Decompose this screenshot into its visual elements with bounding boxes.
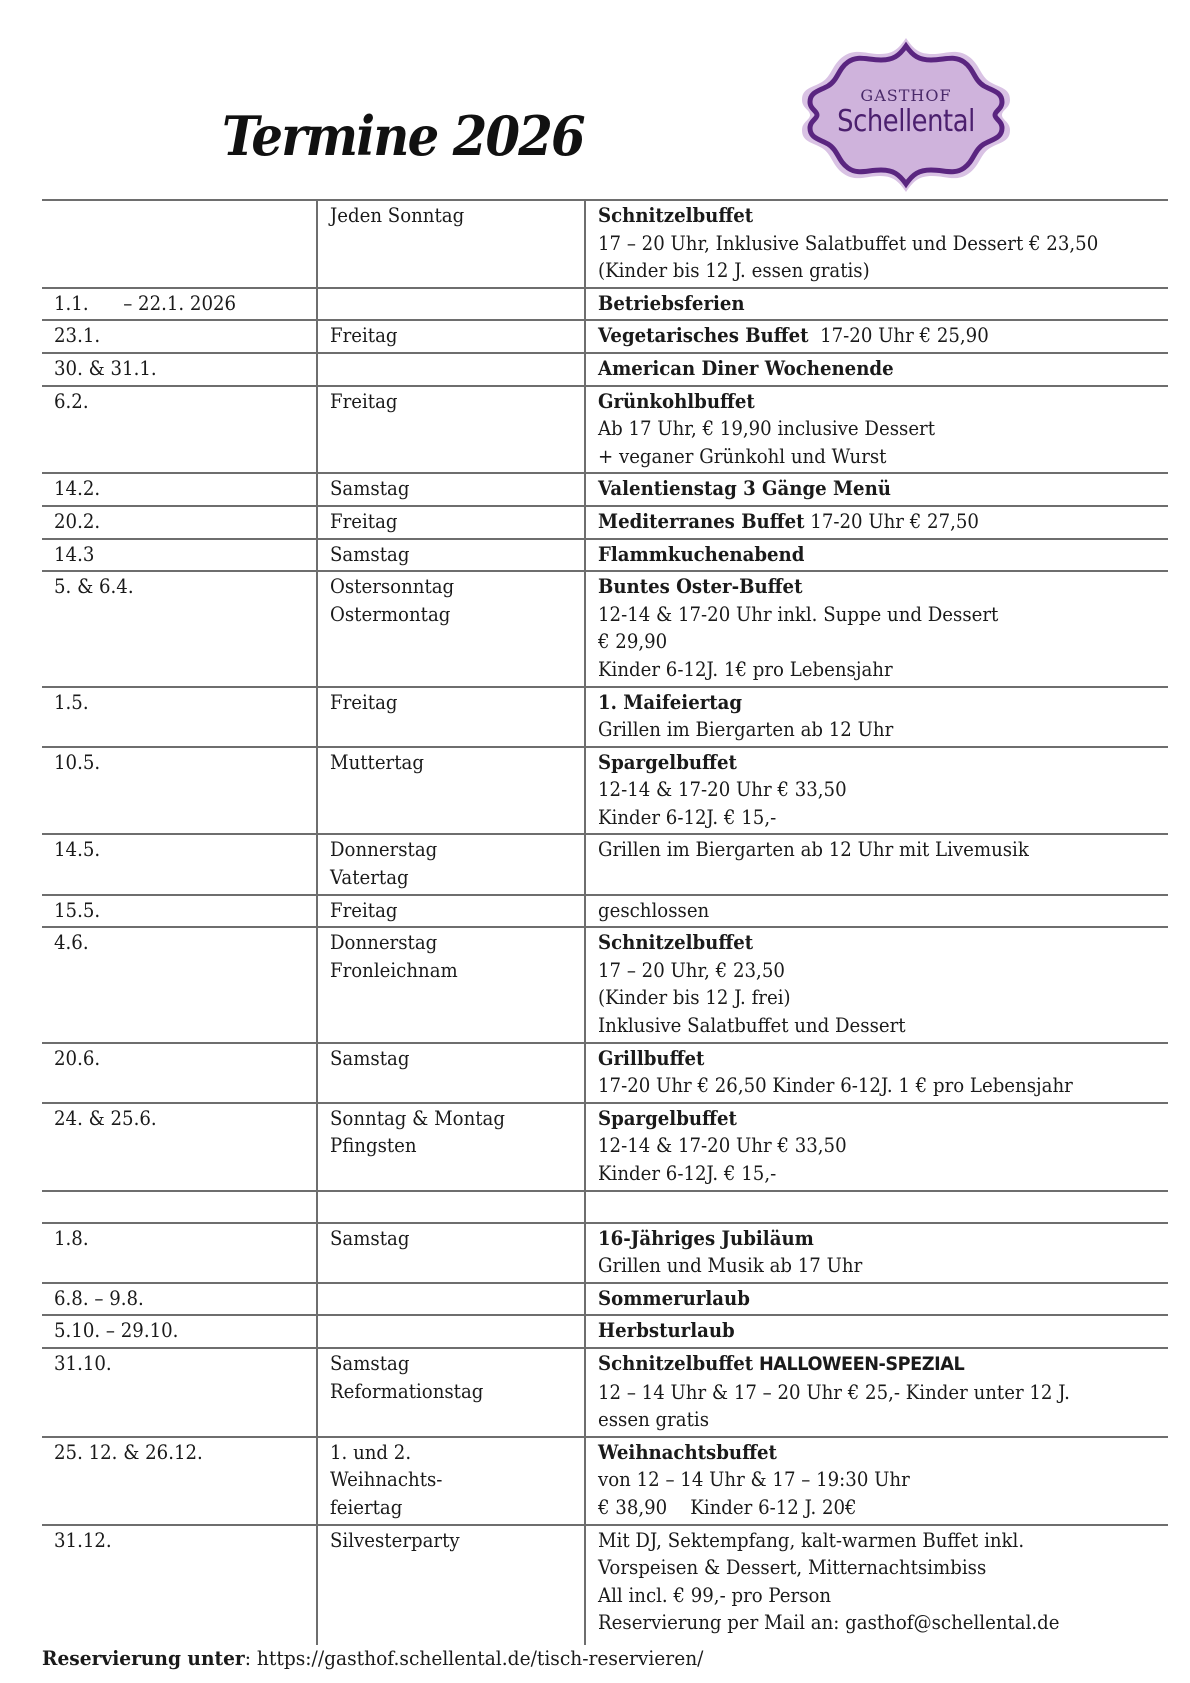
event-day-cell [317, 895, 585, 928]
event-description-line [598, 1379, 1119, 1407]
event-date-cell [42, 1191, 317, 1223]
event-day: Ostersonntag [330, 575, 455, 599]
event-description-line [598, 1160, 1119, 1188]
event-date-cell [42, 1348, 317, 1437]
event-description-line [598, 1439, 1119, 1467]
events-table-body [42, 200, 1168, 1645]
event-row [42, 1525, 1168, 1645]
event-row [42, 747, 1168, 835]
event-day: Freitag [330, 509, 398, 533]
event-day-cell [317, 1191, 585, 1223]
event-detail: 17 – 20 Uhr, € 23,50 [598, 958, 785, 982]
event-day: feiertag [330, 1495, 403, 1519]
event-row [42, 834, 1168, 894]
event-row [42, 571, 1168, 686]
event-title: Grillbuffet [598, 1046, 705, 1070]
event-detail: 17-20 Uhr € 27,50 [804, 509, 979, 533]
event-description-line [598, 1582, 1119, 1610]
event-description-line [598, 388, 1119, 416]
event-description-cell [585, 200, 1168, 288]
event-date: 20.6. [54, 1046, 101, 1070]
event-description-line [598, 1225, 1119, 1253]
event-description-line [598, 508, 1119, 536]
event-detail: geschlossen [598, 898, 710, 922]
event-title: Flammkuchenabend [598, 542, 805, 566]
event-day-cell [317, 1103, 585, 1191]
event-detail: Kinder 6-12J. € 15,- [598, 805, 777, 829]
event-detail: 17-20 Uhr € 25,90 [808, 324, 989, 348]
event-description-cell [585, 288, 1168, 321]
event-row [42, 687, 1168, 747]
event-description-line [598, 776, 1119, 804]
event-day: Samstag [330, 477, 410, 501]
event-day-cell [317, 1315, 585, 1348]
event-date-cell [42, 571, 317, 686]
event-detail: 12-14 & 17-20 Uhr € 33,50 [598, 778, 847, 802]
event-title: Betriebsferien [598, 291, 745, 315]
event-description-line [598, 355, 1119, 383]
event-date-cell [42, 1103, 317, 1191]
event-date-cell [42, 1525, 317, 1645]
event-date: 10.5. [54, 750, 101, 774]
event-day-cell [317, 834, 585, 894]
event-row [42, 473, 1168, 506]
event-description-line [598, 836, 1119, 864]
event-row [42, 288, 1168, 321]
event-date: 14.5. [54, 838, 101, 862]
event-date: 6.8. – 9.8. [54, 1286, 144, 1310]
event-date-cell [42, 1315, 317, 1348]
event-description-cell [585, 1283, 1168, 1316]
event-date: 20.2. [54, 509, 101, 533]
event-description-line [598, 957, 1119, 985]
event-description-cell [585, 320, 1168, 353]
event-day: Freitag [330, 898, 398, 922]
event-title: Mediterranes Buffet [598, 509, 805, 533]
event-detail: All incl. € 99,- pro Person [598, 1583, 832, 1607]
event-date-cell [42, 1223, 317, 1283]
event-row [42, 353, 1168, 386]
event-description-cell [585, 1437, 1168, 1525]
event-date: 1.1. – 22.1. 2026 [54, 291, 237, 315]
event-date-cell [42, 320, 317, 353]
event-description-cell [585, 834, 1168, 894]
event-title: Herbsturlaub [598, 1319, 735, 1343]
event-description-line [598, 541, 1119, 569]
event-day: Freitag [330, 389, 398, 413]
event-description-cell [585, 1315, 1168, 1348]
event-day-cell [317, 288, 585, 321]
event-row [42, 1315, 1168, 1348]
event-date-cell [42, 1043, 317, 1103]
gasthof-logo [796, 36, 1016, 194]
event-day: Freitag [330, 324, 398, 348]
event-date: 1.8. [54, 1226, 89, 1250]
event-description-line [598, 322, 1119, 350]
event-date-cell [42, 288, 317, 321]
event-date-cell [42, 386, 317, 474]
reservation-label: Reservierung unter [42, 1646, 245, 1670]
event-detail: Ab 17 Uhr, € 19,90 inclusive Dessert [598, 417, 936, 441]
event-detail: Inklusive Salatbuffet und Dessert [598, 1014, 906, 1038]
event-day-cell [317, 473, 585, 506]
event-title: Vegetarisches Buffet [598, 324, 809, 348]
event-day: Donnerstag [330, 838, 438, 862]
event-description-line [598, 1012, 1119, 1040]
event-date-cell [42, 200, 317, 288]
event-date: 14.3 [54, 542, 95, 566]
event-date-cell [42, 687, 317, 747]
event-description-cell [585, 353, 1168, 386]
event-title: Spargelbuffet [598, 1106, 737, 1130]
event-description-cell [585, 927, 1168, 1042]
event-day: 1. und 2. [330, 1440, 412, 1464]
event-date-cell [42, 1437, 317, 1525]
event-detail: (Kinder bis 12 J. frei) [598, 986, 791, 1010]
event-day: Samstag [330, 1351, 410, 1375]
event-description-cell [585, 747, 1168, 835]
event-day: Samstag [330, 542, 410, 566]
event-description-line [598, 415, 1119, 443]
event-day: Reformationstag [330, 1379, 484, 1403]
reservation-link[interactable]: https://gasthof.schellental.de/tisch-reservieren/ [256, 1646, 704, 1670]
event-row [42, 895, 1168, 928]
event-date: 14.2. [54, 477, 101, 501]
event-detail: 17-20 Uhr € 26,50 Kinder 6-12J. 1 € pro Lebensjahr [598, 1074, 1073, 1098]
event-description-line [598, 1527, 1119, 1555]
event-detail: Kinder 6-12J. € 15,- [598, 1162, 777, 1185]
event-description-line [598, 1609, 1119, 1637]
event-date-cell [42, 473, 317, 506]
event-day: Fronleichnam [330, 958, 458, 982]
event-title: Schnitzelbuffet [598, 204, 754, 227]
event-title: Valentienstag 3 Gänge Menü [598, 477, 891, 501]
events-table [42, 199, 1168, 1645]
event-title: 1. Maifeiertag [598, 690, 743, 714]
event-description-cell [585, 1043, 1168, 1103]
event-description-cell [585, 571, 1168, 686]
event-description-line [598, 804, 1119, 832]
event-description-line [598, 1045, 1119, 1073]
event-day-cell [317, 506, 585, 539]
event-row [42, 200, 1168, 288]
event-day: Samstag [330, 1046, 410, 1070]
event-detail: von 12 – 14 Uhr & 17 – 19:30 Uhr [598, 1468, 910, 1492]
event-detail: Vorspeisen & Dessert, Mitternachtsimbiss [598, 1556, 987, 1580]
event-detail: 12-14 & 17-20 Uhr € 33,50 [598, 1134, 847, 1158]
event-date: 5.10. – 29.10. [54, 1319, 179, 1343]
event-description-line [598, 1072, 1119, 1100]
event-description-line [598, 1132, 1119, 1160]
event-day-cell [317, 1437, 585, 1525]
event-detail: Grillen im Biergarten ab 12 Uhr mit Livemusik [598, 838, 1029, 862]
event-day-cell [317, 539, 585, 572]
event-date-cell [42, 539, 317, 572]
event-date: 1.5. [54, 690, 89, 714]
event-day: Muttertag [330, 750, 424, 774]
event-date-cell [42, 506, 317, 539]
event-description-line [598, 689, 1119, 717]
event-row [42, 539, 1168, 572]
event-description-line [598, 749, 1119, 777]
event-date: 30. & 31.1. [54, 356, 157, 380]
event-date: 31.10. [54, 1351, 112, 1375]
event-description-line [598, 929, 1119, 957]
event-day: Freitag [330, 690, 398, 714]
event-date: 23.1. [54, 324, 101, 348]
event-row [42, 1348, 1168, 1437]
event-description-line [598, 1494, 1119, 1522]
event-title: Schnitzelbuffet [598, 1351, 754, 1375]
event-date: 4.6. [54, 931, 89, 955]
event-day-cell [317, 320, 585, 353]
event-day-cell [317, 1348, 585, 1437]
event-day-cell [317, 386, 585, 474]
event-date-cell [42, 353, 317, 386]
event-day-cell [317, 1525, 585, 1645]
event-row [42, 1437, 1168, 1525]
event-description-line [598, 628, 1119, 656]
event-detail: 12-14 & 17-20 Uhr inkl. Suppe und Dessert [598, 602, 999, 626]
event-description-line [598, 573, 1119, 601]
event-detail: Kinder 6-12J. 1€ pro Lebensjahr [598, 657, 893, 681]
event-day: Vatertag [330, 866, 409, 890]
event-title: Grünkohlbuffet [598, 389, 755, 413]
event-day-cell [317, 687, 585, 747]
event-day: Samstag [330, 1226, 410, 1250]
event-row [42, 1223, 1168, 1283]
event-row [42, 1191, 1168, 1223]
event-row [42, 386, 1168, 474]
event-description-cell [585, 506, 1168, 539]
event-date: 15.5. [54, 898, 101, 922]
event-day-cell [317, 571, 585, 686]
event-description-line [598, 1317, 1119, 1345]
logo-main-text: Schellental [837, 104, 975, 139]
event-title: Sommerurlaub [598, 1286, 750, 1310]
event-description-line [598, 984, 1119, 1012]
event-detail: 17 – 20 Uhr, Inklusive Salatbuffet und Dessert € 23,50 [598, 231, 1099, 255]
event-description-cell [585, 1103, 1168, 1191]
event-description-line [598, 897, 1119, 925]
reservation-separator: : [244, 1646, 257, 1670]
event-description-cell [585, 473, 1168, 506]
event-description-cell [585, 895, 1168, 928]
halloween-special-label: HALLOWEEN-SPEZIAL [758, 1352, 965, 1375]
event-description-cell [585, 1525, 1168, 1645]
event-date: 31.12. [54, 1528, 112, 1552]
event-description-line [598, 202, 1119, 230]
event-day: Jeden Sonntag [330, 204, 465, 227]
event-date-cell [42, 834, 317, 894]
event-description-line [598, 1105, 1119, 1133]
event-detail: essen gratis [598, 1408, 710, 1432]
event-date: 25. 12. & 26.12. [54, 1440, 203, 1464]
event-day-cell [317, 353, 585, 386]
event-date: 6.2. [54, 389, 89, 413]
event-detail: Grillen im Biergarten ab 12 Uhr [598, 718, 894, 742]
event-day: Donnerstag [330, 931, 438, 955]
event-title: Schnitzelbuffet [598, 931, 754, 955]
event-description-line [598, 230, 1119, 258]
event-description-line [598, 443, 1119, 471]
event-description-cell [585, 1223, 1168, 1283]
page-title: Termine 2026 [222, 104, 584, 168]
event-title: Buntes Oster-Buffet [598, 575, 803, 599]
event-row [42, 1043, 1168, 1103]
event-day-cell [317, 1223, 585, 1283]
event-date: 5. & 6.4. [54, 575, 134, 599]
event-detail: (Kinder bis 12 J. essen gratis) [598, 259, 870, 283]
event-description-line [598, 475, 1119, 503]
event-row [42, 927, 1168, 1042]
event-day-cell [317, 747, 585, 835]
event-date-cell [42, 895, 317, 928]
event-detail: Mit DJ, Sektempfang, kalt-warmen Buffet inkl. [598, 1528, 1025, 1552]
event-day-cell [317, 200, 585, 288]
event-date-cell [42, 747, 317, 835]
event-description-line [598, 601, 1119, 629]
event-title: Weihnachtsbuffet [598, 1440, 777, 1464]
reservation-footer [42, 1646, 703, 1670]
event-date-cell [42, 927, 317, 1042]
event-description-line [598, 1285, 1119, 1313]
event-title: 16-Jähriges Jubiläum [598, 1226, 814, 1250]
event-description-line [598, 257, 1119, 285]
event-description-line [598, 1466, 1119, 1494]
event-row [42, 320, 1168, 353]
event-day-cell [317, 1043, 585, 1103]
event-description-line [598, 1350, 1119, 1379]
event-day: Silvesterparty [330, 1528, 460, 1552]
event-day: Ostermontag [330, 602, 451, 626]
event-description-cell [585, 1191, 1168, 1223]
event-row [42, 1283, 1168, 1316]
event-description-cell [585, 539, 1168, 572]
event-description-line [598, 1252, 1119, 1280]
event-title: Spargelbuffet [598, 750, 737, 774]
event-date-cell [42, 1283, 317, 1316]
event-detail: + veganer Grünkohl und Wurst [598, 444, 887, 468]
event-detail: 12 – 14 Uhr & 17 – 20 Uhr € 25,- Kinder unter 12 J. [598, 1380, 1070, 1404]
event-description-line [598, 716, 1119, 744]
event-description-line [598, 1406, 1119, 1434]
event-day-cell [317, 1283, 585, 1316]
event-day: Pfingsten [330, 1134, 417, 1158]
event-detail: € 38,90 Kinder 6-12 J. 20€ [598, 1495, 857, 1519]
event-description-line [598, 656, 1119, 684]
event-day: Weihnachts- [330, 1468, 443, 1492]
event-description-cell [585, 386, 1168, 474]
event-day: Sonntag & Montag [330, 1106, 505, 1130]
event-detail: Grillen und Musik ab 17 Uhr [598, 1254, 863, 1278]
event-day-cell [317, 927, 585, 1042]
event-title: American Diner Wochenende [598, 356, 894, 380]
event-detail: € 29,90 [598, 630, 668, 654]
logo-top-text: GASTHOF [860, 86, 952, 105]
event-description-cell [585, 1348, 1168, 1437]
event-date: 24. & 25.6. [54, 1106, 157, 1130]
event-description-line [598, 1554, 1119, 1582]
event-row [42, 506, 1168, 539]
event-description-cell [585, 687, 1168, 747]
event-description-line [598, 290, 1119, 318]
event-detail: Reservierung per Mail an: gasthof@schellental.de [598, 1611, 1060, 1635]
event-row [42, 1103, 1168, 1191]
